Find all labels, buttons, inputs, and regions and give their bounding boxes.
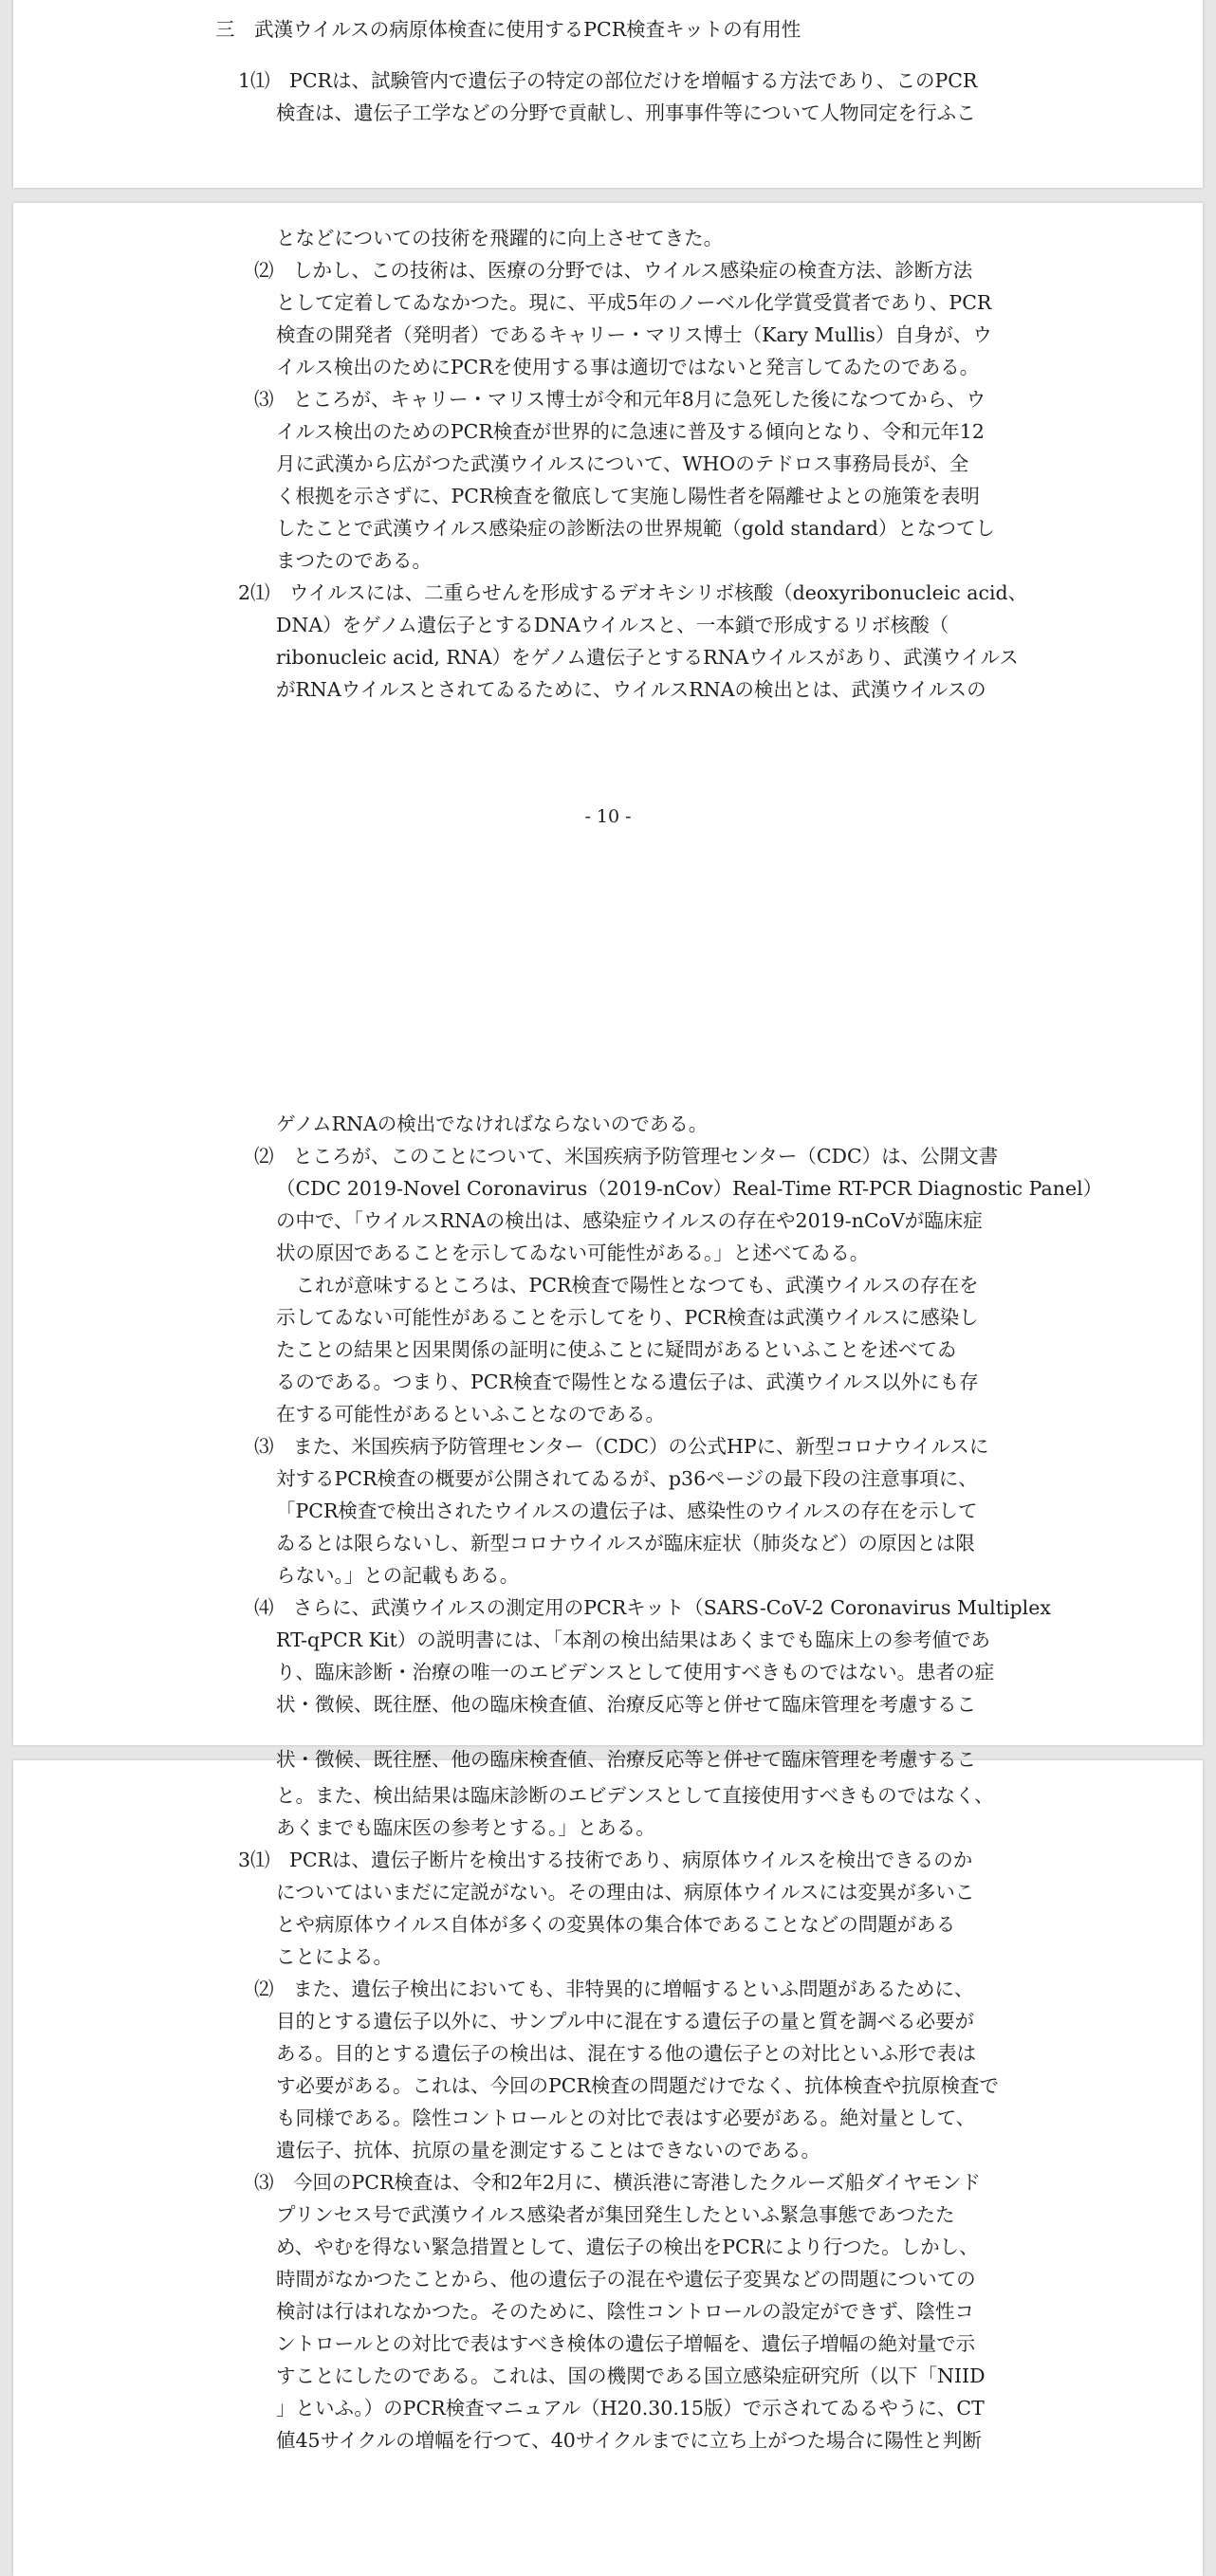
paragraph-line: 状・徴候、既往歴、他の臨床検査値、治療反応等と併せて臨床管理を考慮するこ (276, 1748, 976, 1771)
paragraph-line: （CDC 2019-Novel Coronavirus（2019-nCov）Real-Time RT-PCR Diagnostic Panel） (276, 1177, 1103, 1200)
paragraph-line: プリンセス号で武漢ウイルス感染者が集団発生したといふ緊急事態であつたた (276, 2203, 955, 2226)
paragraph-line: 目的とする遺伝子以外に、サンプル中に混在する遺伝子の量と質を調べる必要が (276, 2010, 975, 2033)
paragraph-line: ゲノムRNAの検出でなければならないのである。 (276, 1113, 709, 1135)
paragraph-line: ⑶ また、米国疾病予防管理センター（CDC）の公式HPに、新型コロナウイルスに (254, 1435, 989, 1458)
paragraph-line: 検査は、遺伝子工学などの分野で貢献し、刑事事件等について人物同定を行ふこ (276, 101, 976, 124)
paragraph-line: あくまでも臨床医の参考とする。」とある。 (276, 1816, 655, 1839)
paragraph-line: 遺伝子、抗体、抗原の量を測定することはできないのである。 (276, 2139, 820, 2162)
paragraph-line: ことによる。 (276, 1945, 393, 1968)
paragraph-line: 時間がなかつたことから、他の遺伝子の混在や遺伝子変異などの問題についての (276, 2268, 976, 2291)
paragraph-line: ゐるとは限らないし、新型コロナウイルスが臨床症状（肺炎など）の原因とは限 (276, 1532, 975, 1555)
paragraph-line: ribonucleic acid, RNA）をゲノム遺伝子とするRNAウイルスがあり、武漢ウイルス (276, 646, 1019, 669)
paragraph-line: 「PCR検査で検出されたウイルスの遺伝子は、感染性のウイルスの存在を示して (276, 1500, 978, 1522)
paragraph-line: 3⑴ PCRは、遺伝子断片を検出する技術であり、病原体ウイルスを検出できるのか (238, 1849, 973, 1871)
split-line-bottom-half (276, 1748, 1035, 1779)
paragraph-line: 検査の開発者（発明者）であるキャリー・マリス博士（Kary Mullis）自身が、ウ (276, 323, 992, 346)
document-page-1 (13, 0, 1203, 188)
paragraph-line: す必要がある。これは、今回のPCR検査の問題だけでなく、抗体検査や抗原検査で (276, 2074, 1000, 2097)
paragraph-line: ⑶ 今回のPCR検査は、令和2年2月に、横浜港に寄港したクルーズ船ダイヤモンド (254, 2171, 981, 2194)
paragraph-line: 状の原因であることを示してゐない可能性がある。」と述べてゐる。 (276, 1242, 870, 1264)
paragraph-line: ある。目的とする遺伝子の検出は、混在する他の遺伝子との対比といふ形で表は (276, 2042, 976, 2065)
paragraph-line: らない。」との記載もある。 (276, 1564, 520, 1587)
paragraph-line: したことで武漢ウイルス感染症の診断法の世界規範（gold standard）となつてし (276, 517, 995, 540)
paragraph-line: 」といふ。）のPCR検査マニュアル（H20.30.15版）で示されてゐるやうに、CT (276, 2397, 985, 2420)
paragraph-line: イルス検出のためのPCR検査が世界的に急速に普及する傾向となり、令和元年12 (276, 420, 985, 443)
paragraph-line: ⑵ また、遺伝子検出においても、非特異的に増幅するといふ問題があるために、 (254, 1978, 974, 2000)
paragraph-line: 対するPCR検査の概要が公開されてゐるが、p36ページの最下段の注意事項に、 (276, 1467, 978, 1490)
paragraph-line: ⑶ ところが、キャリー・マリス博士が令和元年8月に急死した後になつてから、ウ (254, 388, 986, 411)
paragraph-line: 1⑴ PCRは、試験管内で遺伝子の特定の部位だけを増幅する方法であり、このPCR (238, 69, 978, 92)
paragraph-line: ⑵ しかし、この技術は、医療の分野では、ウイルス感染症の検査方法、診断方法 (254, 259, 973, 282)
document-page-2 (13, 203, 1203, 1745)
paragraph-line: と。また、検出結果は臨床診断のエビデンスとして直接使用すべきものではなく、 (276, 1784, 994, 1807)
paragraph-line: たことの結果と因果関係の証明に使ふことに疑問があるといふことを述べてゐ (276, 1338, 957, 1361)
paragraph-line: とや病原体ウイルス自体が多くの変異体の集合体であることなどの問題がある (276, 1913, 956, 1936)
paragraph-line: となどについての技術を飛躍的に向上させてきた。 (276, 227, 724, 249)
paragraph-line: も同様である。陰性コントロールとの対比で表はす必要がある。絶対量として、 (276, 2107, 976, 2129)
document-page-3 (13, 1748, 1203, 2576)
paragraph-line: 在する可能性があるといふことなのである。 (276, 1403, 665, 1426)
paragraph-line: 状・徴候、既往歴、他の臨床検査値、治療反応等と併せて臨床管理を考慮するこ (276, 1693, 976, 1716)
paragraph-line: り、臨床診断・治療の唯一のエビデンスとして使用すべきものではない。患者の症 (276, 1661, 995, 1684)
split-line-top-half (276, 1692, 1035, 1716)
paragraph-line: がRNAウイルスとされてゐるために、ウイルスRNAの検出とは、武漢ウイルスの (276, 678, 986, 701)
paragraph-line: く根拠を示さずに、PCR検査を徹底して実施し陽性者を隔離せよとの施策を表明 (276, 485, 980, 507)
paragraph-line: 値45サイクルの増幅を行つて、40サイクルまでに立ち上がつた場合に陽性と判断 (276, 2429, 982, 2452)
paragraph-line: 月に武漢から広がつた武漢ウイルスについて、WHOのテドロス事務局長が、全 (276, 452, 969, 475)
paragraph-line: についてはいまだに定説がない。その理由は、病原体ウイルスには変異が多いこ (276, 1881, 975, 1904)
paragraph-line: の中で、「ウイルスRNAの検出は、感染症ウイルスの存在や2019-nCoVが臨床症 (276, 1209, 983, 1232)
paragraph-line: 示してゐない可能性があることを示してをり、PCR検査は武漢ウイルスに感染し (276, 1306, 979, 1329)
paragraph-line: ⑷ さらに、武漢ウイルスの測定用のPCRキット（SARS-CoV-2 Coronavirus Multiplex (254, 1596, 1051, 1619)
paragraph-line: イルス検出のためにPCRを使用する事は適切ではないと発言してゐたのである。 (276, 356, 980, 378)
paragraph-line: DNA）をゲノム遺伝子とするDNAウイルスと、一本鎖で形成するリボ核酸（ (276, 614, 949, 636)
paragraph-line: ⑵ ところが、このことについて、米国疾病予防管理センター（CDC）は、公開文書 (254, 1145, 999, 1168)
paragraph-line: め、やむを得ない緊急措置として、遺伝子の検出をPCRにより行つた。しかし、 (276, 2236, 979, 2258)
paragraph-line: まつたのである。 (276, 549, 432, 572)
paragraph-line: 検討は行はれなかつた。そのために、陰性コントロールの設定ができず、陰性コ (276, 2300, 974, 2323)
paragraph-line: RT-qPCR Kit）の説明書には、「本剤の検出結果はあくまでも臨床上の参考値であ (276, 1628, 990, 1651)
paragraph-line: これが意味するところは、PCR検査で陽性となつても、武漢ウイルスの存在を (276, 1274, 979, 1297)
paragraph-line: として定着してゐなかつた。現に、平成5年のノーベル化学賞受賞者であり、PCR (276, 291, 992, 314)
paragraph-line: すことにしたのである。これは、国の機関である国立感染症研究所（以下「NIID (276, 2364, 986, 2387)
page-number: - 10 - (584, 806, 632, 827)
paragraph-line: ントロールとの対比で表はすべき検体の遺伝子増幅を、遺伝子増幅の絶対量で示 (276, 2332, 976, 2355)
paragraph-line: 2⑴ ウイルスには、二重らせんを形成するデオキシリボ核酸（deoxyribonucleic acid、 (238, 581, 1028, 604)
paragraph-line: るのである。つまり、PCR検査で陽性となる遺伝子は、武漢ウイルス以外にも存 (276, 1371, 979, 1393)
section-heading: 三 武漢ウイルスの病原体検査に使用するPCR検査キットの有用性 (215, 18, 801, 41)
